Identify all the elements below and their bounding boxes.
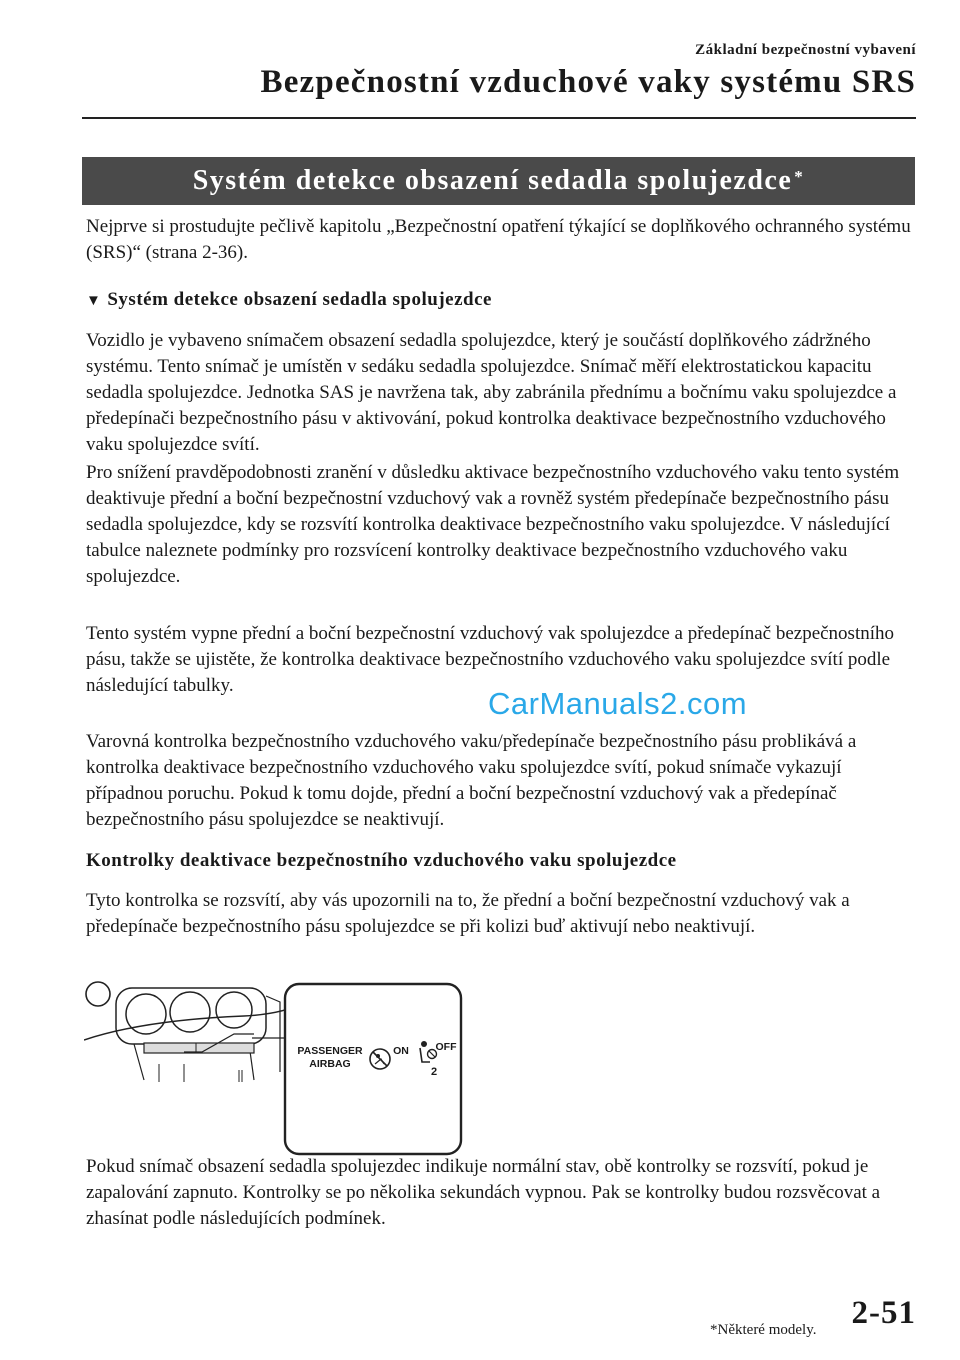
airbag-label: AIRBAG	[309, 1058, 351, 1070]
footnote: *Některé modely.	[710, 1322, 817, 1338]
triangle-bullet-icon: ▼	[86, 293, 102, 309]
off-number: 2	[430, 1066, 438, 1078]
subsection-heading-text: Systém detekce obsazení sedadla spolujezdce	[107, 289, 492, 310]
passenger-label: PASSENGER	[297, 1045, 363, 1057]
paragraph-malfunction-warning: Varovná kontrolka bezpečnostního vzduchového vaku/předepínače bezpečnostního pásu problikává a kontrolka deaktivace bezpečnostního vzduchového vaku spolujezdce svítí, pokud snímače vykazují případnou poruchu. Pokud k tomu dojde, přední a boční bezpečnostní vzduchový vak a předepínač bezpečnostního pásu spolujezdce se neaktivují.	[86, 731, 857, 830]
dashboard-illustration	[84, 972, 466, 1158]
watermark: CarManuals2.com	[488, 686, 748, 721]
paragraph-system-off: Tento systém vypne přední a boční bezpečnostní vzduchový vak spolujezdce a předepínač bezpečnostního pásu, takže se ujistěte, že kontrolka deaktivace bezpečnostního vzduchového vaku spolujezdce svítí podle následující tabulky.	[86, 623, 895, 696]
indicator-section-heading: Kontrolky deaktivace bezpečnostního vzduchového vaku spolujezdce	[86, 850, 677, 871]
section-banner	[82, 157, 915, 205]
paragraph-sensor-description: Vozidlo je vybaveno snímačem obsazení sedadla spolujezdce, který je součástí doplňkového zádržného systému. Tento snímač je umístěn v sedáku sedadla spolujezdce. Snímač měří elektrostatickou kapacitu sedadla spolujezdce. Jednotka SAS je navržena tak, aby zabránila přednímu a bočnímu vaku spolujezdce a předepínači bezpečnostního pásu v aktivování, pokud kontrolka deaktivace bezpečnostního vzduchového vaku spolujezdce svítí.	[86, 330, 897, 455]
closing-paragraph: Pokud snímač obsazení sedadla spolujezdec indikuje normální stav, obě kontrolky se rozsvítí, pokud je zapalování zapnuto. Kontrolky se po několika sekundách vypnou. Pak se kontrolky budou rozsvěcovat a zhasínat podle následujících podmínek.	[86, 1156, 881, 1229]
page-header-title: Bezpečnostní vzduchové vaky systému SRS	[260, 64, 916, 100]
subsection-heading	[86, 287, 916, 314]
header-divider	[82, 117, 916, 119]
paragraph-indicator-description: Tyto kontrolka se rozsvítí, aby vás upozornili na to, že přední a boční bezpečnostní vzduchový vak a předepínače bezpečnostního pásu spolujezdce se při kolizi buď aktivují nebo neaktivují.	[86, 890, 850, 937]
page-number: 2-51	[851, 1295, 916, 1331]
off-label: OFF	[435, 1041, 457, 1053]
section-subtitle: Základní bezpečnostní vybavení	[695, 42, 916, 58]
intro-paragraph: Nejprve si prostudujte pečlivě kapitolu „Bezpečnostní opatření týkající se doplňkového ochranného systému (SRS)“ (strana 2-36).	[86, 216, 911, 263]
on-label: ON	[393, 1045, 409, 1057]
banner-title: Systém detekce obsazení sedadla spolujezdce	[192, 165, 793, 196]
banner-asterisk: *	[794, 167, 805, 186]
paragraph-injury-reduction: Pro snížení pravděpodobnosti zranění v důsledku aktivace bezpečnostního vzduchového vaku tento systém deaktivuje přední a boční bezpečnostní vzduchový vak a rovněž systém předepínače bezpečnostního pásu sedadla spolujezdce, kdy se rozsvítí kontrolka deaktivace bezpečnostního vaku spolujezdce. V následující tabulce naleznete podmínky pro rozsvícení kontrolky deaktivace bezpečnostního vzduchového vaku spolujezdce.	[86, 462, 900, 587]
